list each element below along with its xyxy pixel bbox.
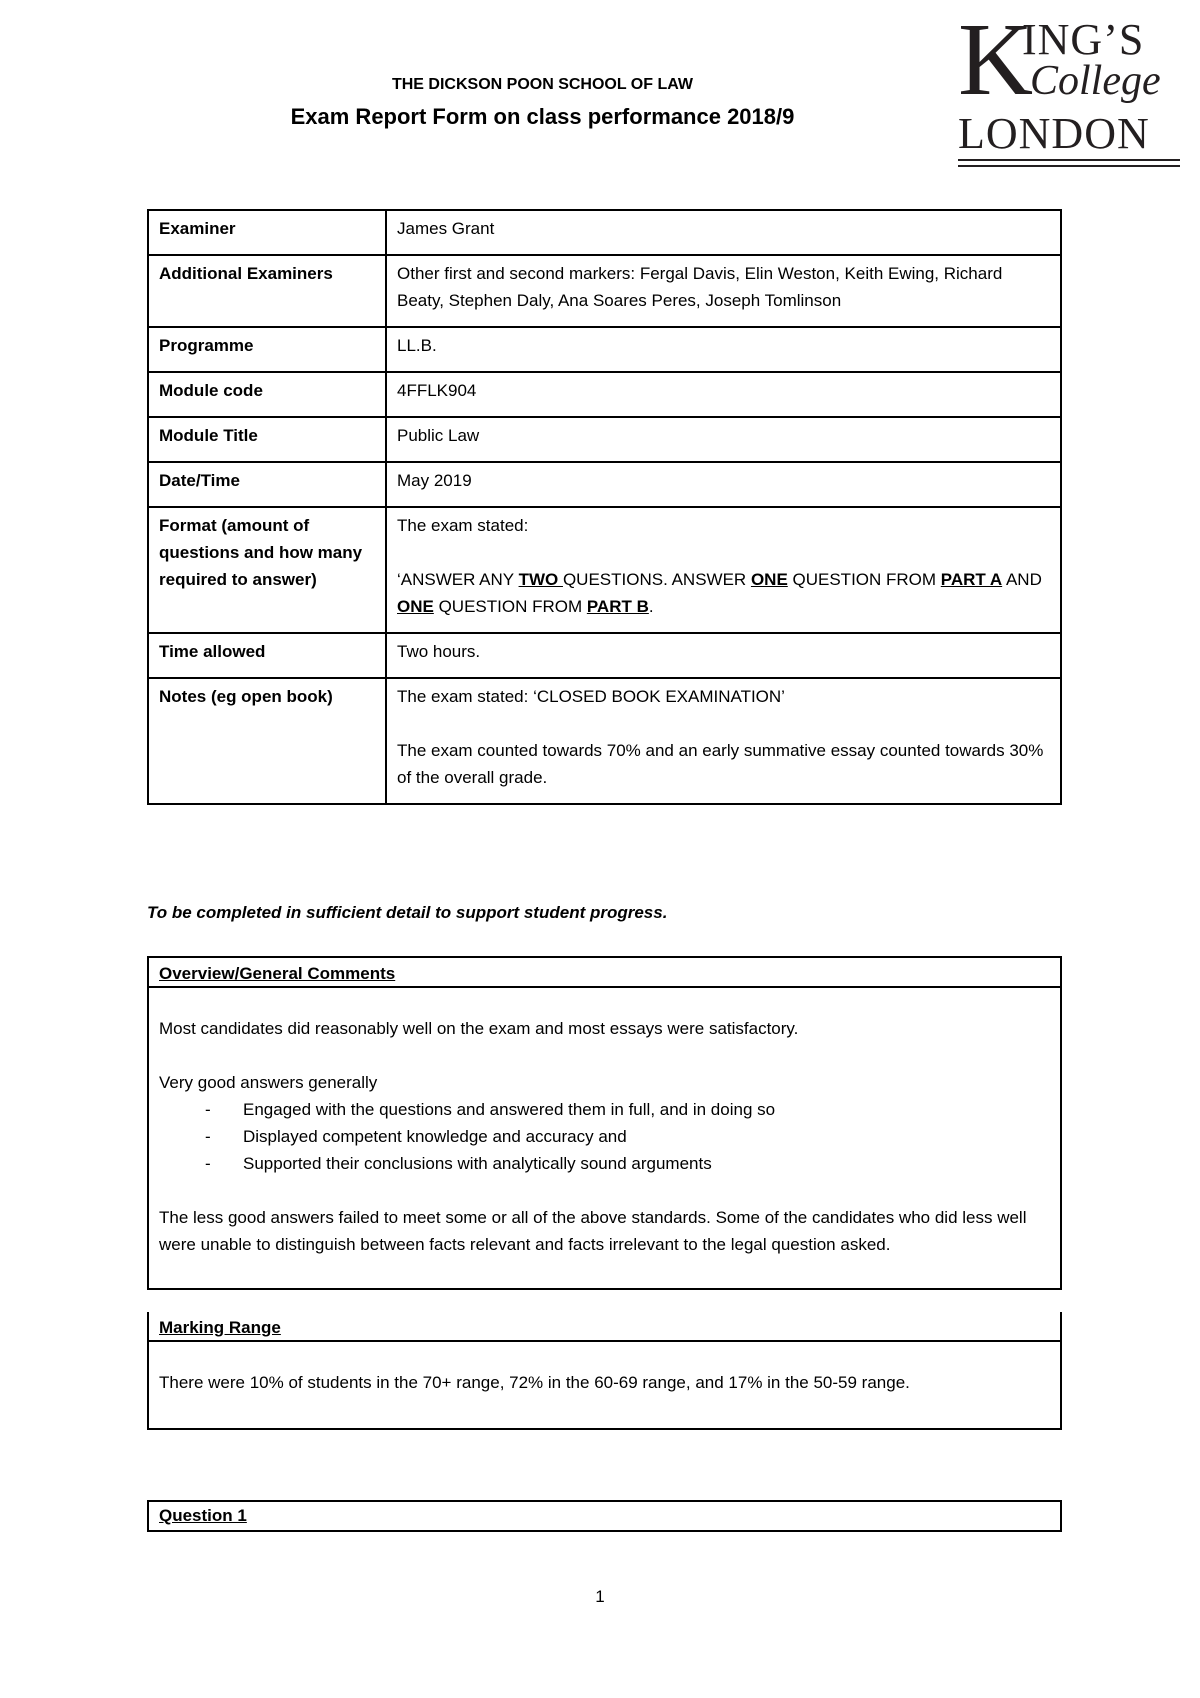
format-emphasis: PART A: [940, 570, 1003, 589]
logo-rule: [958, 159, 1180, 161]
overview-paragraph: Most candidates did reasonably well on the exam and most essays were satisfactory.: [159, 1019, 799, 1038]
format-emphasis: TWO: [518, 570, 563, 589]
overview-section: [147, 956, 1062, 1290]
programme-value: LL.B.: [386, 327, 1061, 372]
format-text: QUESTION FROM: [433, 597, 587, 616]
format-value: [386, 507, 1061, 633]
overview-list: [159, 1096, 1050, 1177]
module-code-label: Module code: [148, 372, 386, 417]
notes-line: The exam counted towards 70% and an early summative essay counted towards 30% of the overall grade.: [397, 741, 1044, 787]
spacer: [397, 710, 1050, 737]
marking-range-heading: Marking Range: [149, 1312, 1060, 1342]
table-row: [148, 678, 1061, 804]
table-row: [148, 210, 1061, 255]
module-title-label: Module Title: [148, 417, 386, 462]
time-allowed-value: Two hours.: [386, 633, 1061, 678]
notes-value: [386, 678, 1061, 804]
table-row: [148, 417, 1061, 462]
programme-label: Programme: [148, 327, 386, 372]
spacer: [397, 539, 1050, 566]
logo-k: K: [958, 2, 1034, 117]
marking-range-text: There were 10% of students in the 70+ range, 72% in the 60-69 range, and 17% in the 50-59 range.: [159, 1373, 910, 1392]
overview-paragraph: Very good answers generally: [159, 1073, 378, 1092]
table-row: [148, 507, 1061, 633]
logo-london: LONDON: [958, 109, 1150, 158]
format-line: The exam stated:: [397, 516, 529, 535]
page-number: 1: [595, 1587, 605, 1606]
school-name: THE DICKSON POON SCHOOL OF LAW: [391, 76, 694, 93]
marking-range-section: [147, 1312, 1062, 1430]
exam-info-table: [147, 209, 1062, 805]
format-emphasis: ONE: [750, 570, 788, 589]
overview-body: [149, 988, 1060, 1288]
question-1-section: [147, 1500, 1062, 1532]
logo-rule: [958, 165, 1180, 167]
format-emphasis: PART B: [586, 597, 649, 616]
table-row: [148, 255, 1061, 327]
marking-range-body: [149, 1342, 1060, 1428]
format-label: Format (amount of questions and how many required to answer): [148, 507, 386, 633]
time-allowed-label: Time allowed: [148, 633, 386, 678]
table-row: [148, 633, 1061, 678]
overview-heading: Overview/General Comments: [149, 958, 1060, 988]
additional-examiners-value: Other first and second markers: Fergal Davis, Elin Weston, Keith Ewing, Richard Beaty, Stephen Daly, Ana Soares Peres, Joseph Tomlinson: [386, 255, 1061, 327]
format-text: AND: [1002, 570, 1042, 589]
format-text: .: [648, 597, 654, 616]
format-text: QUESTIONS. ANSWER: [562, 570, 751, 589]
list-item: - Supported their conclusions with analytically sound arguments: [159, 1150, 1050, 1177]
examiner-value: James Grant: [386, 210, 1061, 255]
spacer: [159, 1042, 1050, 1069]
module-title-value: Public Law: [386, 417, 1061, 462]
logo-college: College: [1030, 58, 1161, 104]
logo-ings: ING’S: [1022, 15, 1145, 64]
format-text: ‘ANSWER ANY: [397, 570, 519, 589]
question-heading: Question 1: [159, 1506, 247, 1525]
table-row: [148, 372, 1061, 417]
additional-examiners-label: Additional Examiners: [148, 255, 386, 327]
date-time-label: Date/Time: [148, 462, 386, 507]
format-instructions: [397, 566, 1050, 620]
spacer: [159, 1177, 1050, 1204]
table-row: [148, 462, 1061, 507]
page-title: Exam Report Form on class performance 2018/9: [290, 104, 795, 129]
examiner-label: Examiner: [148, 210, 386, 255]
module-code-value: 4FFLK904: [386, 372, 1061, 417]
date-time-value: May 2019: [386, 462, 1061, 507]
notes-line: The exam stated: ‘CLOSED BOOK EXAMINATION’: [397, 687, 785, 706]
format-text: QUESTION FROM: [787, 570, 941, 589]
format-emphasis: ONE: [397, 597, 434, 616]
notes-label: Notes (eg open book): [148, 678, 386, 804]
list-item: - Displayed competent knowledge and accuracy and: [159, 1123, 1050, 1150]
completion-note: To be completed in sufficient detail to support student progress.: [147, 903, 668, 922]
kings-college-logo: [958, 2, 1184, 172]
table-row: [148, 327, 1061, 372]
overview-paragraph: The less good answers failed to meet some or all of the above standards. Some of the candidates who did less well were unable to distinguish between facts relevant and facts irrelevant to the legal question asked.: [159, 1208, 1027, 1254]
list-item: - Engaged with the questions and answered them in full, and in doing so: [159, 1096, 1050, 1123]
